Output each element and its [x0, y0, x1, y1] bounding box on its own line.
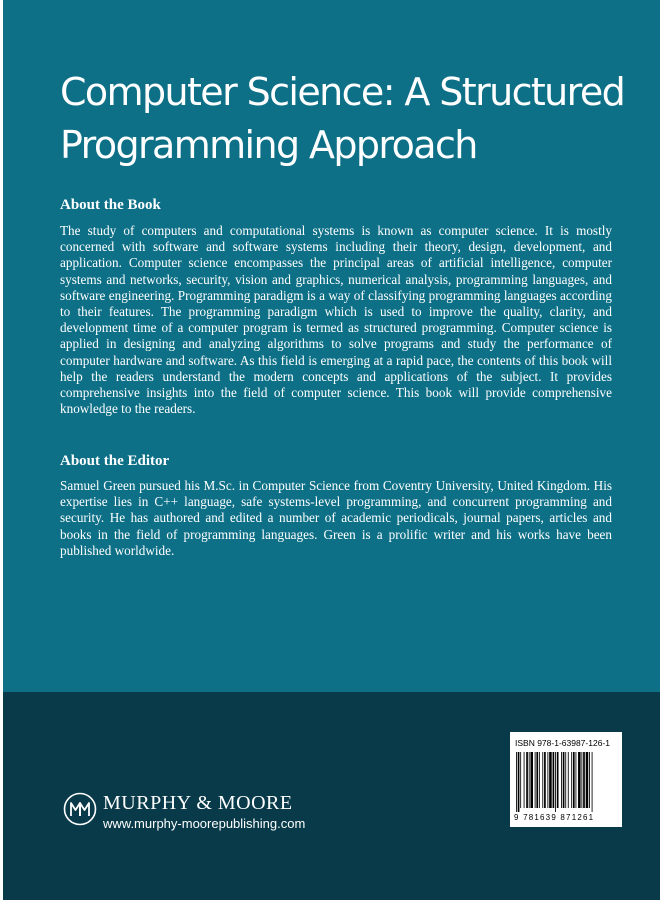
barcode-digits: 9 781639 871261	[514, 813, 595, 822]
about-editor-text: Samuel Green pursued his M.Sc. in Computer Science from Coventry University, United Kingdom. His expertise lies in C++ language, safe systems-level programming, and concurrent programming and security. He has authored and edited a number of academic periodicals, journal papers, articles and books in the field of programming languages. Green is a prolific writer and his works have been published worldwide.	[60, 478, 612, 558]
publisher-website: www.murphy-moorepublishing.com	[103, 816, 306, 831]
publisher-name: MURPHY & MOORE	[103, 792, 293, 814]
isbn-label: ISBN 978-1-63987-126-1	[515, 738, 610, 748]
about-book-text: The study of computers and computational systems is known as computer science. It is mostly concerned with software and software systems including their theory, design, development, and application. Computer science encompasses the principal areas of artificial intelligence, computer systems and networks, security, vision and graphics, numerical analysis, programming languages, and software engineering. Programming paradigm is a way of classifying programming languages according to their features. The programming paradigm which is used to improve the quality, clarity, and development time of a computer program is termed as structured programming. Computer science is applied in designing and analyzing algorithms to solve programs and study the performance of computer hardware and software. As this field is emerging at a rapid pace, the contents of this book will help the readers understand the modern concepts and applications of the subject. It provides comprehensive insights into the field of computer science. This book will provide comprehensive knowledge to the readers.	[60, 223, 612, 417]
cover-footer	[3, 692, 660, 900]
mm-publisher-logo-icon	[63, 792, 97, 826]
book-title-line-2: Programming Approach	[60, 123, 477, 167]
about-book-heading: About the Book	[60, 197, 161, 213]
barcode-icon	[514, 752, 618, 812]
isbn-barcode-box	[510, 732, 622, 827]
book-title-line-1: Computer Science: A Structured	[60, 70, 625, 114]
about-editor-heading: About the Editor	[60, 453, 170, 469]
book-title	[60, 66, 640, 172]
